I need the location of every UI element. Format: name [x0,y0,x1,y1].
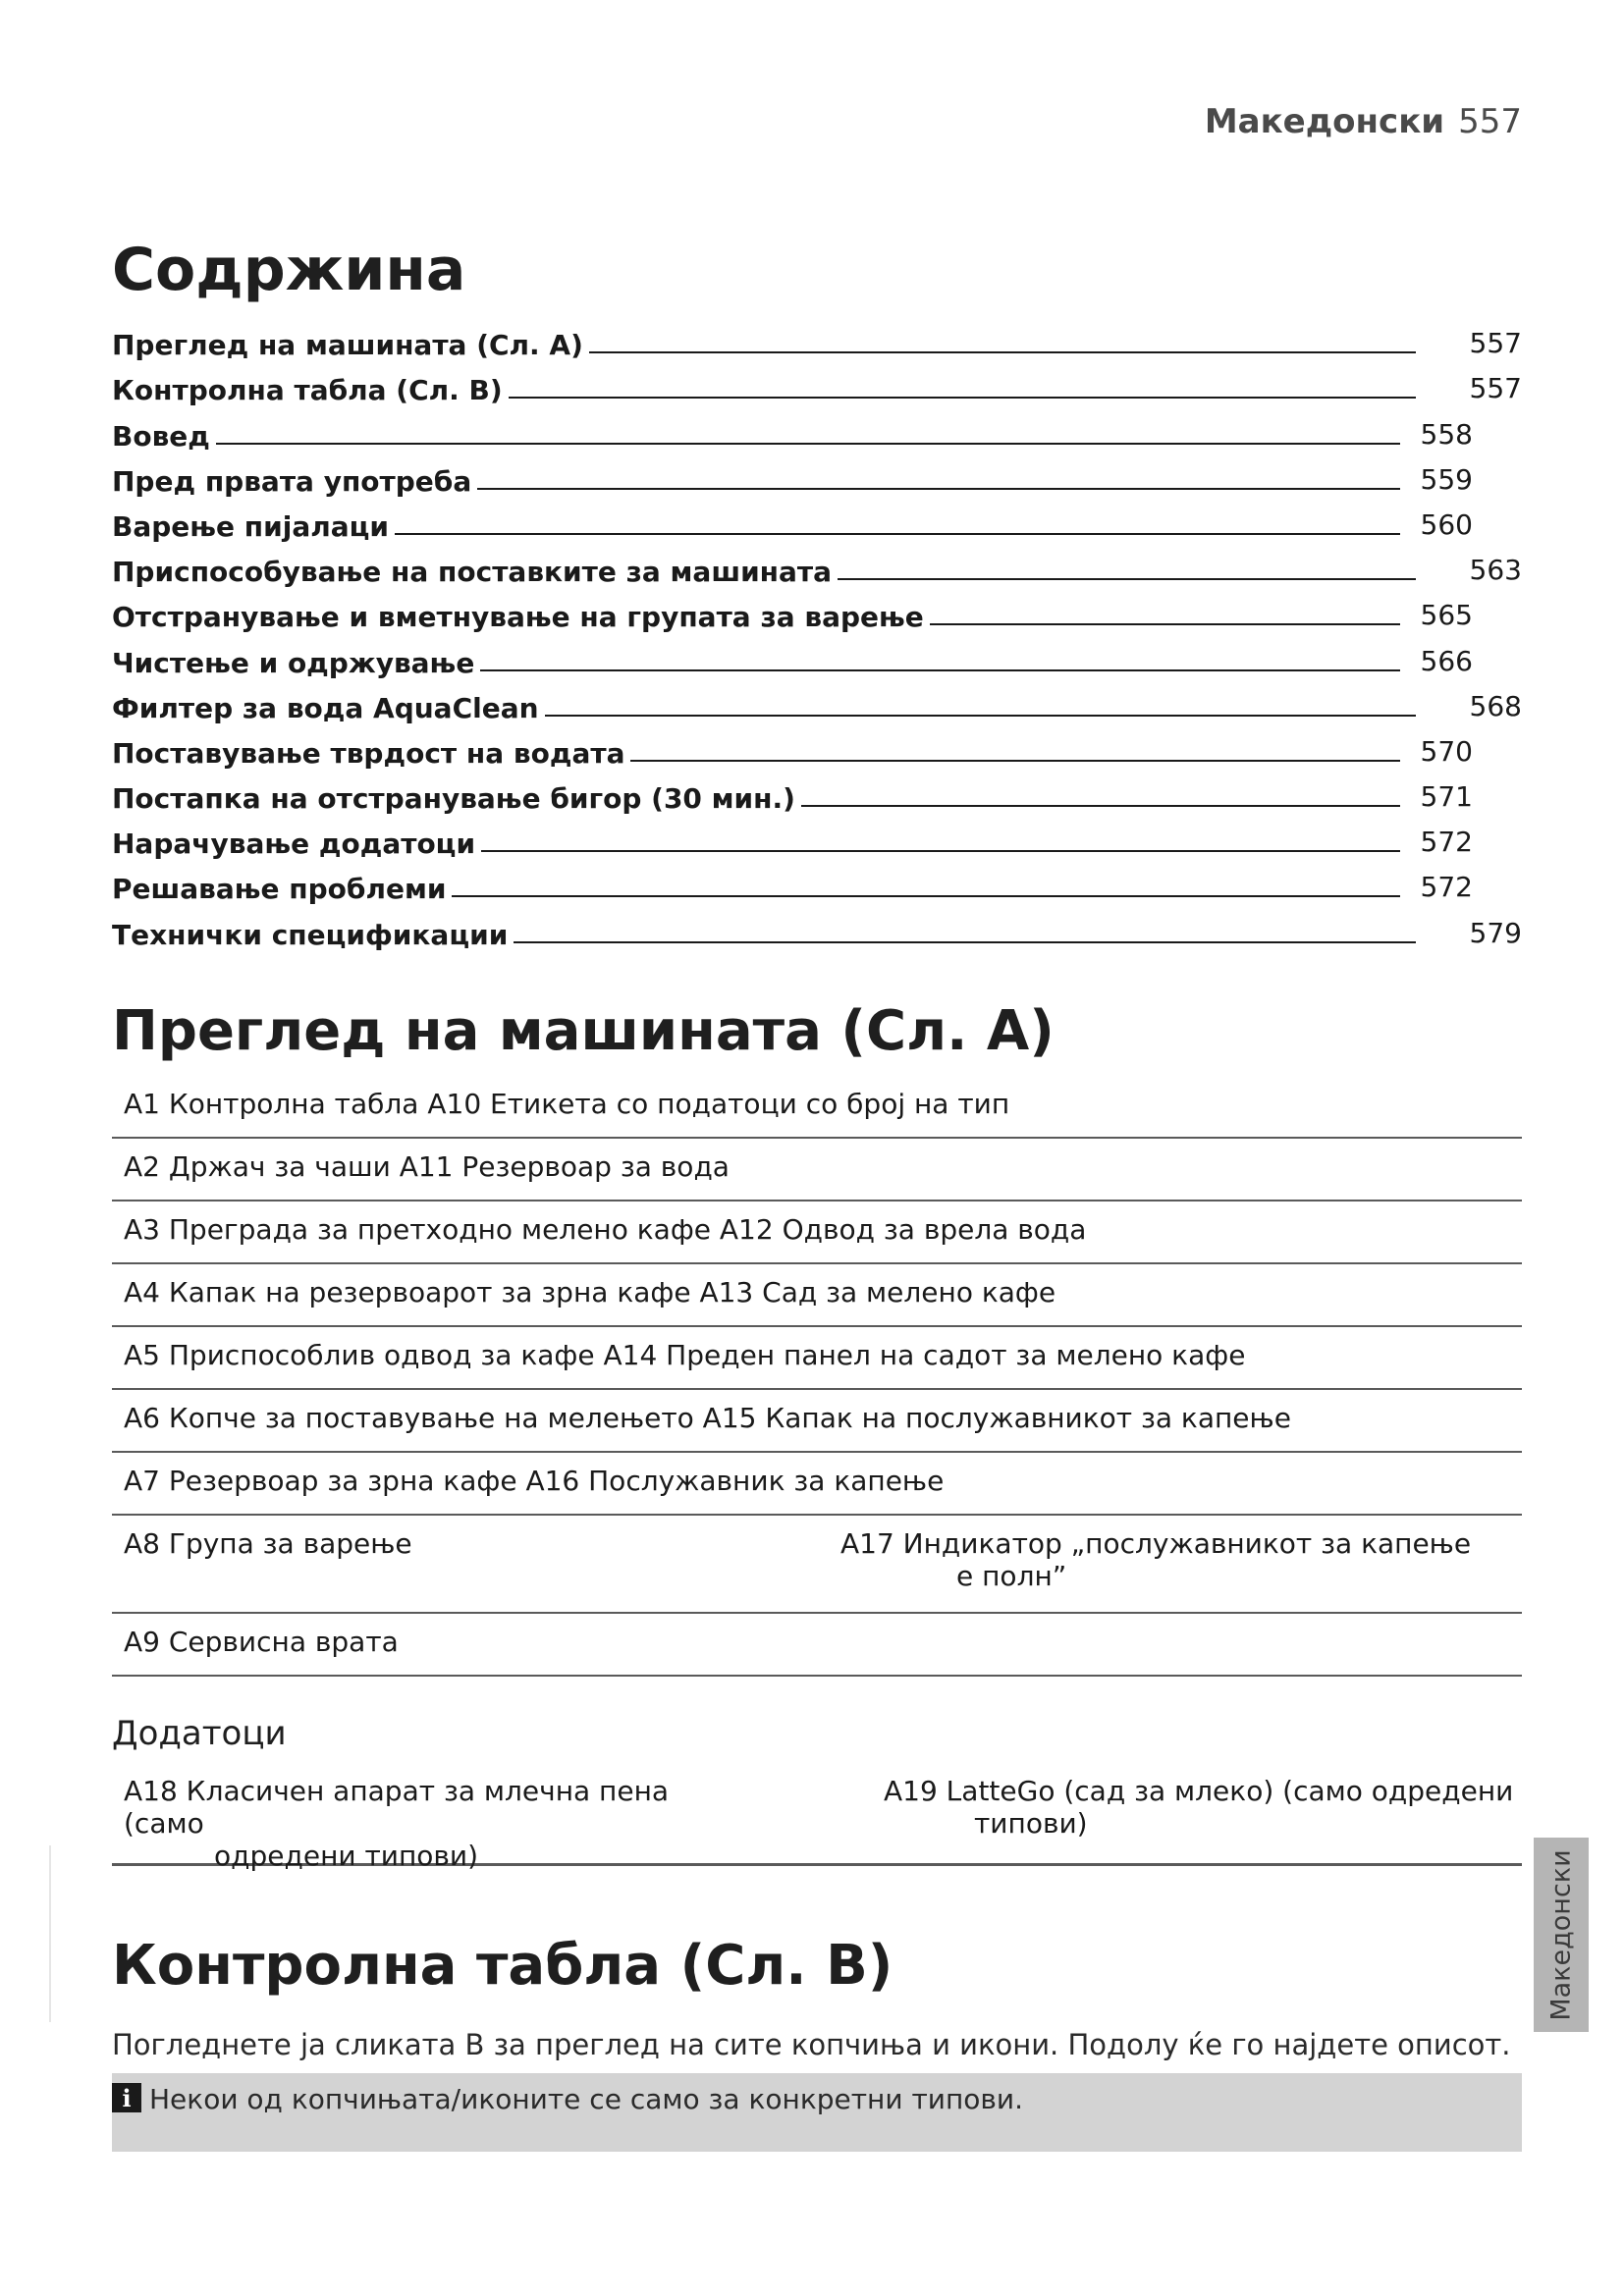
control-panel-title: Контролна табла (Сл. B) [112,1934,893,1998]
margin-divider [49,1845,51,2022]
list-item [112,1327,1522,1390]
toc-entry-label: Технички спецификации [112,918,509,951]
control-panel-description: Погледнете ја сликата B за преглед на сите копчиња и икони. Подолу ќе го најдете описот. [112,2028,1511,2061]
machine-overview-list [112,1076,1522,1677]
toc-leader-line [801,805,1400,807]
list-item-text: A9 Сервисна врата [124,1626,399,1658]
toc-entry-page: 571 [1420,780,1473,814]
list-item [112,1264,1522,1327]
toc-entry[interactable] [112,406,1522,452]
list-item-text-line: A19 LatteGo (сад за млеко) (само одредени [884,1775,1514,1807]
toc-title: Содржина [112,236,466,304]
list-item [112,1453,1522,1516]
info-icon: i [112,2083,141,2112]
list-item-text: A4 Капак на резервоарот за зрна кафе A13 Сад за мелено кафе [124,1276,1056,1308]
list-item [112,1139,1522,1201]
toc-leader-line [216,443,1400,445]
toc-entry-page: 565 [1420,599,1473,632]
toc-entry[interactable] [112,633,1522,678]
toc-entry[interactable] [112,860,1522,905]
toc-entry[interactable] [112,905,1522,950]
toc-leader-line [838,578,1416,580]
list-item [112,1076,1522,1139]
toc-entry-page: 572 [1420,871,1473,904]
list-item-text: A3 Преграда за претходно мелено кафе A12 Одвод за врела вода [124,1213,1087,1246]
toc-entry[interactable] [112,588,1522,633]
toc-entry[interactable] [112,679,1522,724]
accessories-list [112,1775,1522,1872]
toc-leader-line [589,351,1416,353]
toc-entry-label: Отстранување и вметнување на групата за варење [112,601,924,634]
toc-leader-line [509,397,1416,399]
list-item [112,1201,1522,1264]
toc-leader-line [481,850,1400,852]
toc-leader-line [930,623,1400,625]
toc-entry[interactable] [112,724,1522,770]
toc-leader-line [514,941,1416,943]
toc-entry-label: Нарачување додатоци [112,828,476,861]
toc-entry-label: Решавање проблеми [112,873,447,906]
list-item-text-line: A18 Класичен апарат за млечна пена (само [124,1775,670,1840]
toc-entry-label: Постапка на отстранување бигор (30 мин.) [112,782,795,816]
list-item-text: A2 Држач за чаши A11 Резервоар за вода [124,1150,730,1183]
toc-leader-line [630,760,1400,762]
list-item-text-line: A17 Индикатор „послужавникот за капење [840,1527,1472,1560]
language-side-tab [1534,1838,1589,2032]
list-item [884,1775,1522,1840]
toc-entry-page: 572 [1420,826,1473,859]
toc-leader-line [545,715,1416,717]
toc-entry-page: 579 [1469,916,1522,949]
toc-leader-line [452,895,1400,897]
toc-entry-label: Приспособување на поставките за машината [112,556,833,589]
toc-entry[interactable] [112,316,1522,361]
list-item-text-right [840,1527,1471,1592]
list-item-text: A5 Приспособлив одвод за кафе A14 Преден панел на садот за мелено кафе [124,1339,1246,1371]
toc-entry-page: 558 [1420,417,1473,451]
header-language: Македонски [1204,102,1445,141]
toc-entry-page: 559 [1420,462,1473,496]
side-tab-label: Македонски [1545,1848,1577,2021]
toc-entry-page: 568 [1469,689,1522,722]
list-item [112,1390,1522,1453]
toc-entry-label: Варење пијалаци [112,509,390,543]
toc-entry[interactable] [112,770,1522,815]
list-item-text-line: одредени типови) [214,1840,479,1872]
accessories-title: Додатоци [112,1714,287,1753]
list-item-text: A8 Група за варење [124,1527,412,1560]
toc-entry-label: Чистење и одржување [112,646,475,679]
toc-leader-line [395,533,1400,535]
list-item [124,1775,752,1872]
overview-title: Преглед на машината (Сл. A) [112,999,1055,1063]
list-item-text: A7 Резервоар за зрна кафе A16 Послужавник за капење [124,1465,945,1497]
toc-entry-label: Филтер за вода AquaClean [112,691,539,724]
toc-entry-page: 563 [1469,554,1522,587]
list-item-text: A6 Копче за поставување на мелењето A15 Капак на послужавникот за капење [124,1402,1291,1434]
toc-entry[interactable] [112,361,1522,406]
toc-entry-label: Поставување тврдост на водата [112,736,625,770]
page-header [1205,102,1522,141]
toc-entry-page: 570 [1420,734,1473,768]
toc-entry-page: 560 [1420,507,1473,541]
toc-entry[interactable] [112,498,1522,543]
toc-leader-line [480,669,1400,671]
toc-leader-line [477,488,1400,490]
table-of-contents [112,316,1522,951]
list-item-text-line: типови) [974,1807,1088,1840]
toc-entry-label: Пред првата употреба [112,464,472,498]
toc-entry-label: Контролна табла (Сл. B) [112,374,503,407]
toc-entry-label: Преглед на машината (Сл. A) [112,329,583,362]
toc-entry-page: 557 [1469,327,1522,360]
toc-entry[interactable] [112,815,1522,860]
toc-entry[interactable] [112,543,1522,588]
list-item-text-line: е полн” [956,1560,1067,1592]
list-item [112,1614,1522,1677]
toc-entry-page: 566 [1420,644,1473,677]
info-note-box [112,2073,1522,2152]
toc-entry[interactable] [112,453,1522,498]
list-item [112,1516,1522,1614]
info-note-text: Некои од копчињата/иконите се само за конкретни типови. [149,2083,1023,2115]
header-page-number: 557 [1458,102,1522,141]
toc-entry-page: 557 [1469,372,1522,405]
list-item-text: A1 Контролна табла A10 Етикета со податоци со број на тип [124,1088,1010,1120]
toc-entry-label: Вовед [112,419,210,453]
